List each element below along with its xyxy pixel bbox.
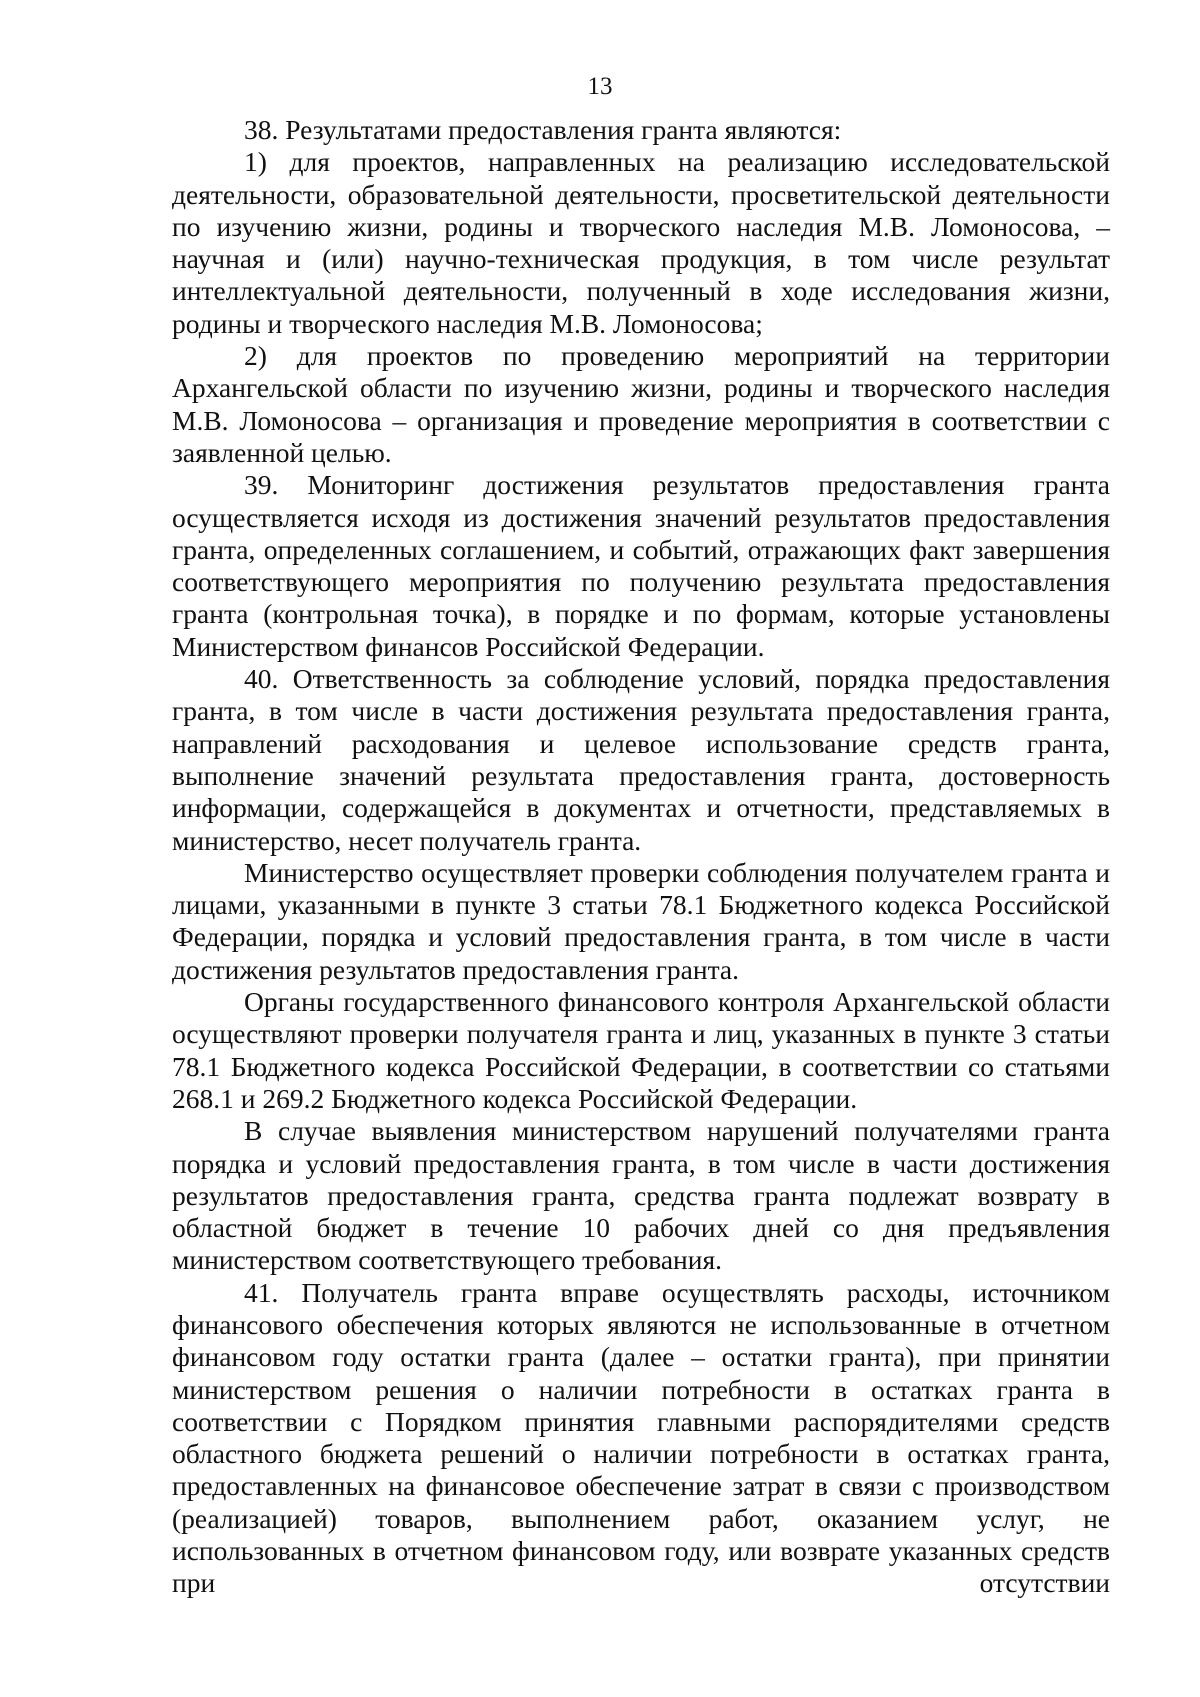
paragraph-38-item-1: 1) для проектов, направленных на реализацию исследовательской деятельности, образовательной деятельности, просветительской деятельности по изучению жизни, родины и творческого наследия М.В. Ломоносова, – научная и (или) научно-техническая продукция, в том числе результат интеллектуальной деятельности, полученный в ходе исследования жизни, родины и творческого наследия М.В. Ломоносова;	[172, 146, 1110, 339]
paragraph-40: 40. Ответственность за соблюдение условий, порядка предоставления гранта, в том числе в части достижения результата предоставления гранта, направлений расходования и целевое использование средств гранта, выполнение значений результата предоставления гранта, достоверность информации, содержащейся в документах и отчетности, представляемых в министерство, несет получатель гранта.	[172, 663, 1110, 856]
paragraph-39: 39. Мониторинг достижения результатов предоставления гранта осуществляется исходя из достижения значений результатов предоставления гранта, определенных соглашением, и событий, отражающих факт завершения соответствующего мероприятия по получению результата предоставления гранта (контрольная точка), в порядке и по формам, которые установлены Министерством финансов Российской Федерации.	[172, 469, 1110, 662]
paragraph-38: 38. Результатами предоставления гранта являются:	[244, 114, 842, 145]
page-number: 13	[587, 73, 613, 100]
document-body	[172, 114, 1110, 1600]
paragraph-41: 41. Получатель гранта вправе осуществлять расходы, источником финансового обеспечения которых являются не использованные в отчетном финансовом году остатки гранта (далее – остатки гранта), при принятии министерством решения о наличии потребности в остатках гранта в соответствии с Порядком принятия главными распорядителями средств областного бюджета решений о наличии потребности в остатках гранта, предоставленных на финансовое обеспечение затрат в связи с производством (реализацией) товаров, выполнением работ, оказанием услуг, не использованных в отчетном финансовом году, или возврате указанных средств при отсутствии	[172, 1276, 1110, 1599]
paragraph-38-item-2: 2) для проектов по проведению мероприятий на территории Архангельской области по изучению жизни, родины и творческого наследия М.В. Ломоносова – организация и проведение мероприятия в соответствии с заявленной целью.	[172, 340, 1110, 468]
paragraph-40-ministry-checks: Министерство осуществляет проверки соблюдения получателем гранта и лицами, указанными в пункте 3 статьи 78.1 Бюджетного кодекса Российской Федерации, порядка и условий предоставления гранта, в том числе в части достижения результатов предоставления гранта.	[172, 856, 1110, 985]
paragraph-40-financial-control: Органы государственного финансового контроля Архангельской области осуществляют проверки получателя гранта и лиц, указанных в пункте 3 статьи 78.1 Бюджетного кодекса Российской Федерации, в соответствии со статьями 268.1 и 269.2 Бюджетного кодекса Российской Федерации.	[172, 986, 1110, 1114]
paragraph-40-violations: В случае выявления министерством нарушений получателями гранта порядка и условий предоставления гранта, в том числе в части достижения результатов предоставления гранта, средства гранта подлежат возврату в областной бюджет в течение 10 рабочих дней со дня предъявления министерством соответствующего требования.	[172, 1115, 1110, 1276]
